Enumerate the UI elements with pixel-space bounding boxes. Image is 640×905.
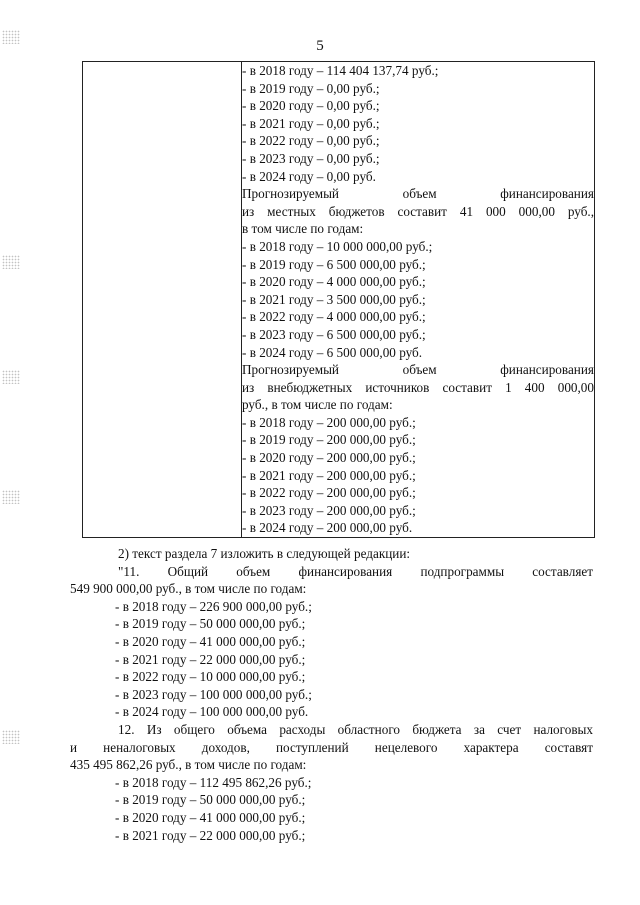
table-line: Прогнозируемый объем финансирования — [242, 362, 594, 378]
table-line: - в 2020 году – 200 000,00 руб.; — [242, 450, 416, 466]
list-item: - в 2020 году – 41 000 000,00 руб.; — [115, 809, 306, 825]
paragraph-12-line: и неналоговых доходов, поступлений нецелевого характера составят — [70, 739, 593, 755]
table-line: - в 2022 году – 200 000,00 руб.; — [242, 485, 416, 501]
paragraph-11-line: 549 900 000,00 руб., в том числе по годам: — [70, 581, 307, 597]
paragraph-11-line: "11. Общий объем финансирования подпрограммы составляет — [118, 563, 593, 579]
scan-noise — [2, 0, 22, 905]
table-line: - в 2022 году – 4 000 000,00 руб.; — [242, 309, 426, 325]
table-line: - в 2020 году – 0,00 руб.; — [242, 98, 380, 114]
page-number: 5 — [316, 38, 324, 54]
table-line: Прогнозируемый объем финансирования — [242, 186, 594, 202]
table-line: - в 2023 году – 0,00 руб.; — [242, 150, 380, 166]
list-item: - в 2021 году – 22 000 000,00 руб.; — [115, 651, 306, 667]
table-line: - в 2019 году – 200 000,00 руб.; — [242, 432, 416, 448]
table-line: - в 2019 году – 6 500 000,00 руб.; — [242, 256, 426, 272]
financing-table — [82, 61, 595, 538]
table-line: - в 2018 году – 114 404 137,74 руб.; — [242, 63, 439, 78]
table-row — [83, 62, 595, 538]
list-item: - в 2019 году – 50 000 000,00 руб.; — [115, 792, 306, 808]
table-line: - в 2020 году – 4 000 000,00 руб.; — [242, 274, 426, 290]
table-line: - в 2024 году – 0,00 руб. — [242, 168, 376, 184]
table-line: - в 2021 году – 3 500 000,00 руб.; — [242, 291, 426, 307]
list-item: - в 2021 году – 22 000 000,00 руб.; — [115, 827, 306, 843]
list-item: - в 2023 году – 100 000 000,00 руб.; — [115, 686, 312, 702]
table-right-cell — [242, 62, 595, 538]
table-line: - в 2021 году – 0,00 руб.; — [242, 115, 380, 131]
table-line: - в 2018 году – 10 000 000,00 руб.; — [242, 238, 433, 254]
list-item: - в 2018 году – 112 495 862,26 руб.; — [115, 774, 312, 790]
table-line: в том числе по годам: — [242, 221, 364, 237]
table-left-cell — [83, 62, 242, 538]
paragraph-12-line: 435 495 862,26 руб., в том числе по годам: — [70, 757, 307, 773]
table-line: - в 2019 году – 0,00 руб.; — [242, 80, 380, 96]
table-line: - в 2023 году – 200 000,00 руб.; — [242, 502, 416, 518]
list-item: - в 2024 году – 100 000 000,00 руб. — [115, 704, 309, 720]
list-item: - в 2018 году – 226 900 000,00 руб.; — [115, 598, 312, 614]
table-line: - в 2024 году – 200 000,00 руб. — [242, 520, 413, 536]
list-item: - в 2020 году – 41 000 000,00 руб.; — [115, 633, 306, 649]
paragraph-intro: 2) текст раздела 7 изложить в следующей редакции: — [118, 546, 411, 561]
list-item: - в 2022 году – 10 000 000,00 руб.; — [115, 669, 306, 685]
table-line: - в 2018 году – 200 000,00 руб.; — [242, 414, 416, 430]
document-body — [70, 545, 593, 844]
table-line: - в 2024 году – 6 500 000,00 руб. — [242, 344, 423, 360]
table-line: из местных бюджетов составит 41 000 000,00 руб., — [242, 203, 594, 219]
list-item: - в 2019 году – 50 000 000,00 руб.; — [115, 616, 306, 632]
table-line: - в 2021 году – 200 000,00 руб.; — [242, 467, 416, 483]
table-line: - в 2023 году – 6 500 000,00 руб.; — [242, 326, 426, 342]
table-line: руб., в том числе по годам: — [242, 397, 393, 413]
table-line: - в 2022 году – 0,00 руб.; — [242, 133, 380, 149]
table-line: из внебюджетных источников составит 1 400 000,00 — [242, 379, 594, 395]
paragraph-12-line: 12. Из общего объема расходы областного бюджета за счет налоговых — [118, 721, 593, 737]
